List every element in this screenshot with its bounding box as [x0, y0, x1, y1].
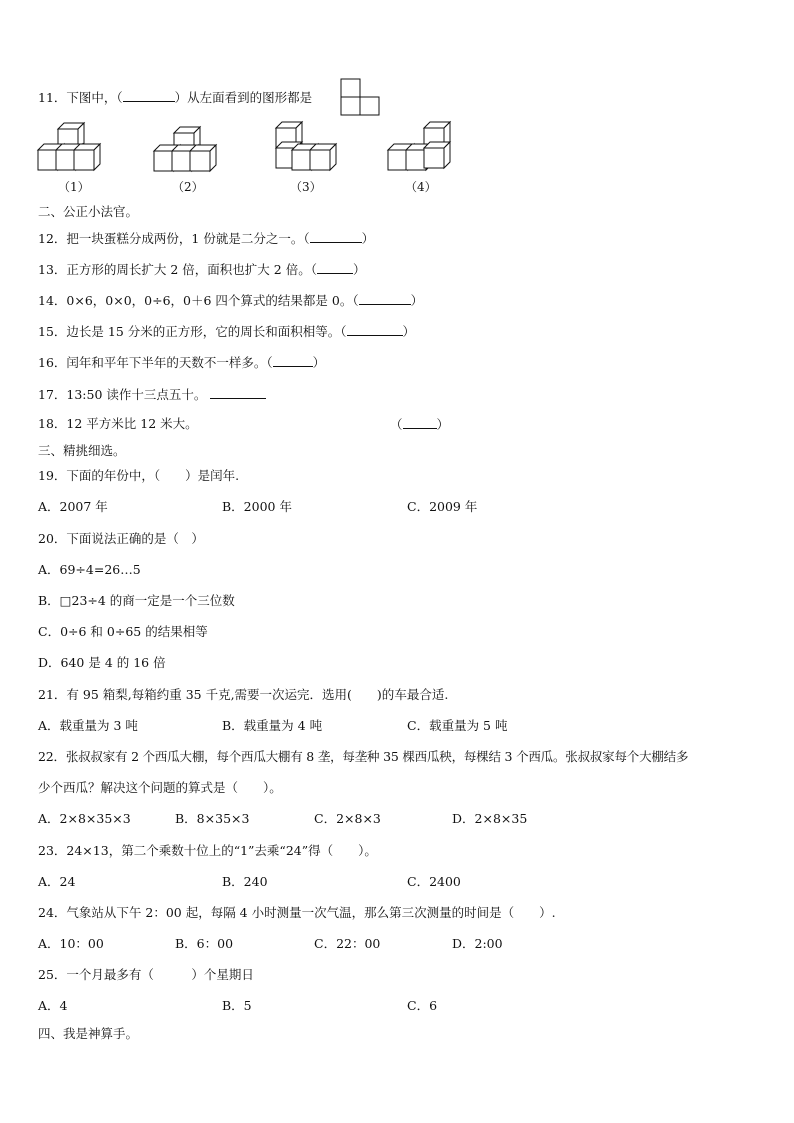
question-number: 23． — [38, 843, 67, 858]
question-18-answer — [390, 416, 449, 433]
option-a[interactable]: A．4 — [38, 998, 68, 1013]
option-d[interactable]: D．640 是 4 的 16 倍 — [38, 655, 166, 670]
option-a[interactable]: A．载重量为 3 吨 — [38, 718, 138, 733]
question-25 — [38, 967, 254, 983]
option-b[interactable]: B．载重量为 4 吨 — [222, 718, 323, 733]
question-text: 24×13，第二个乘数十位上的“1”去乘“24”得（ ）。 — [66, 843, 377, 858]
question-22 — [38, 749, 688, 765]
cube-face — [424, 148, 444, 168]
question-22-line2: 少个西瓜？解决这个问题的算式是（ ）。 — [38, 780, 282, 795]
cube-face — [154, 151, 174, 171]
answer-blank[interactable] — [347, 323, 403, 336]
option-c[interactable]: C．载重量为 5 吨 — [407, 718, 508, 733]
cube-figure-1 — [34, 120, 106, 172]
cube-face — [406, 150, 426, 170]
option-d[interactable]: D．2:00 — [452, 936, 503, 951]
figure-caption-2: （2） — [172, 180, 204, 194]
option-b[interactable]: B．6：00 — [175, 936, 234, 951]
question-number: 21． — [38, 687, 67, 702]
option-b[interactable]: B．240 — [222, 874, 268, 889]
question-number: 24． — [38, 905, 67, 920]
question-number: 16． — [38, 355, 67, 370]
cube-figure-4 — [384, 120, 456, 172]
question-text: 气象站从下午 2：00 起，每隔 4 小时测量一次气温，那么第三次测量的时间是（ ）. — [66, 905, 556, 920]
question-text: 下图中，（ — [66, 90, 123, 105]
question-number: 11． — [38, 90, 67, 105]
paren-close: ） — [436, 417, 450, 432]
cube-figure-3 — [270, 120, 342, 172]
answer-blank[interactable] — [310, 230, 362, 243]
question-number: 18． — [38, 416, 67, 431]
question-18 — [38, 416, 198, 432]
question-16 — [38, 354, 325, 371]
question-number: 17． — [38, 387, 67, 402]
paren-close: ） — [402, 324, 416, 339]
section-heading: 二、公正小法官。 — [38, 204, 139, 219]
answer-blank[interactable] — [210, 386, 266, 399]
option-a[interactable]: A．10：00 — [38, 936, 104, 951]
cube-face — [56, 150, 76, 170]
question-19 — [38, 468, 239, 484]
section-heading: 三、精挑细选。 — [38, 443, 126, 458]
question-17 — [38, 386, 266, 403]
option-c[interactable]: C．6 — [407, 998, 438, 1013]
answer-blank[interactable] — [403, 416, 437, 429]
section-heading: 四、我是神算手。 — [38, 1026, 139, 1041]
question-number: 19． — [38, 468, 67, 483]
question-number: 20． — [38, 531, 67, 546]
cube-face — [74, 150, 94, 170]
answer-blank[interactable] — [359, 292, 411, 305]
question-text: 一个月最多有（ ）个星期日 — [66, 967, 254, 982]
option-a[interactable]: A．2×8×35×3 — [38, 811, 131, 826]
option-d[interactable]: D．2×8×35 — [452, 811, 528, 826]
cube-face — [172, 151, 192, 171]
figure-caption-3: （3） — [290, 180, 322, 194]
question-21 — [38, 687, 448, 703]
option-c[interactable]: C．2400 — [407, 874, 461, 889]
cube-face — [38, 150, 58, 170]
option-a[interactable]: A．2007 年 — [38, 499, 108, 514]
question-text: 下面的年份中，（ ）是闰年. — [66, 468, 240, 483]
question-text: ）从左面看到的图形都是 — [174, 90, 313, 105]
answer-blank[interactable] — [317, 261, 353, 274]
option-b[interactable]: B．8×35×3 — [175, 811, 250, 826]
cube-face — [292, 150, 312, 170]
option-c[interactable]: C．22：00 — [314, 936, 381, 951]
question-11 — [38, 89, 365, 106]
option-b[interactable]: B．5 — [222, 998, 252, 1013]
cube-face — [190, 151, 210, 171]
question-12 — [38, 230, 374, 247]
question-number: 12． — [38, 231, 67, 246]
cube-face — [310, 150, 330, 170]
question-text: 有 95 箱梨,每箱约重 35 千克,需要一次运完．选用( )的车最合适. — [66, 687, 449, 702]
option-a[interactable]: A．24 — [38, 874, 76, 889]
figure-caption-1: （1） — [58, 180, 90, 194]
question-text: 闰年和平年下半年的天数不一样多。（ — [66, 355, 273, 370]
answer-blank[interactable] — [123, 89, 175, 102]
option-a[interactable]: A．69÷4=26…5 — [38, 562, 141, 577]
question-15 — [38, 323, 415, 340]
question-text: 下面说法正确的是（ ） — [66, 531, 204, 546]
option-c[interactable]: C．2×8×3 — [314, 811, 381, 826]
paren-close: ） — [312, 355, 326, 370]
question-number: 14． — [38, 293, 67, 308]
question-23 — [38, 843, 377, 859]
question-text: 边长是 15 分米的正方形，它的周长和面积相等。（ — [66, 324, 347, 339]
option-c[interactable]: C．2009 年 — [407, 499, 478, 514]
question-number: 22． — [38, 749, 66, 764]
answer-blank[interactable] — [273, 354, 313, 367]
option-b[interactable]: B．2000 年 — [222, 499, 292, 514]
paren-open: （ — [390, 417, 403, 432]
question-number: 15． — [38, 324, 67, 339]
question-text: 把一块蛋糕分成两份，1 份就是二分之一。（ — [66, 231, 310, 246]
option-b[interactable]: B．□23÷4 的商一定是一个三位数 — [38, 593, 235, 608]
question-number: 13． — [38, 262, 67, 277]
question-number: 25． — [38, 967, 67, 982]
question-text: 正方形的周长扩大 2 倍，面积也扩大 2 倍。（ — [66, 262, 317, 277]
question-text: 张叔叔家有 2 个西瓜大棚，每个西瓜大棚有 8 垄，每垄种 35 棵西瓜秧，每棵结 3 个西瓜。张叔叔家每个大棚结多 — [65, 749, 689, 764]
paren-close: ） — [352, 262, 366, 277]
question-text: 0×6，0×0，0÷6，0＋6 四个算式的结果都是 0。（ — [66, 293, 359, 308]
paren-close: ） — [410, 293, 424, 308]
question-20 — [38, 531, 204, 547]
left-view-shape — [340, 78, 380, 116]
option-c[interactable]: C．0÷6 和 0÷65 的结果相等 — [38, 624, 208, 639]
question-24 — [38, 905, 556, 921]
cube-figure-2 — [150, 127, 222, 172]
question-13 — [38, 261, 365, 278]
figure-caption-4: （4） — [405, 180, 437, 194]
question-text: 13:50 读作十三点五十。 — [66, 387, 207, 402]
paren-close: ） — [361, 231, 375, 246]
question-14 — [38, 292, 423, 309]
question-text: 12 平方米比 12 米大。 — [66, 416, 198, 431]
cube-face — [388, 150, 408, 170]
